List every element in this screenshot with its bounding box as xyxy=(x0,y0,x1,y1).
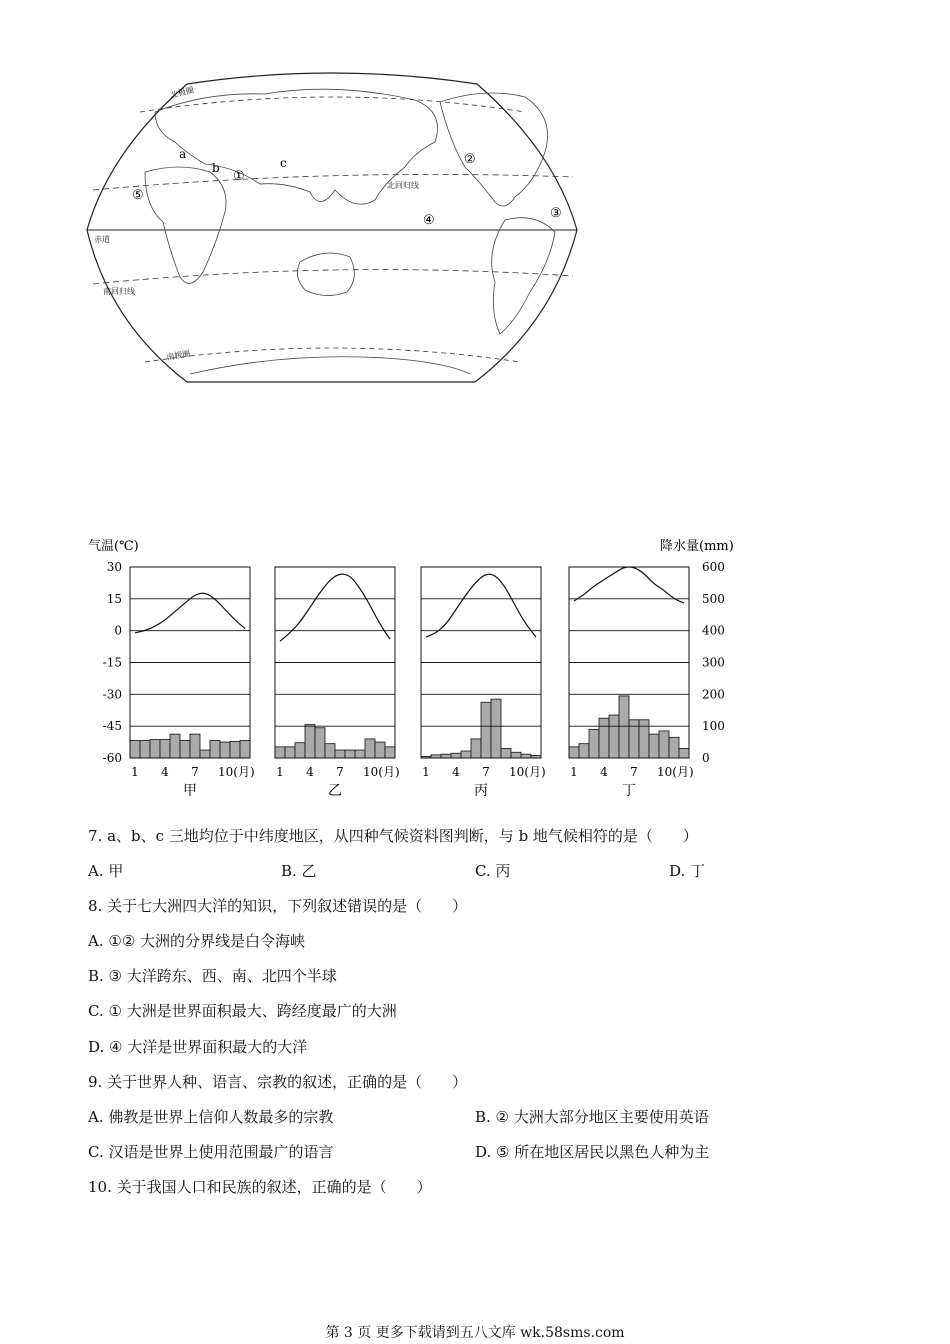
question-7: 7. a、b、c 三地均位于中纬度地区，从四种气候资料图判断，与 b 地气候相符的是（ ） xyxy=(88,827,698,845)
precip-bar xyxy=(491,699,501,758)
map-outline xyxy=(87,73,577,382)
marker-b: b xyxy=(212,161,220,175)
precip-tick-label: 0 xyxy=(702,751,710,765)
panel-name: 丁 xyxy=(622,783,636,799)
equator-label: 赤道 xyxy=(94,235,110,244)
tropic-capricorn-label: 南回归线 xyxy=(103,287,135,296)
precip-bar xyxy=(659,731,669,758)
marker-a: a xyxy=(179,147,187,161)
q7-option-c[interactable]: C. 丙 xyxy=(475,862,511,880)
precip-tick-label: 300 xyxy=(702,655,725,670)
precip-bar xyxy=(275,747,285,758)
precip-bar xyxy=(471,739,481,758)
precip-tick-label: 500 xyxy=(702,591,725,606)
precip-bar xyxy=(521,754,531,758)
precip-bar xyxy=(649,734,659,758)
panel-name: 丙 xyxy=(474,783,488,799)
precip-bar xyxy=(569,747,579,758)
q8-option-b[interactable]: B. ③ 大洋跨东、西、南、北四个半球 xyxy=(88,967,337,985)
temp-tick-label: -15 xyxy=(102,655,122,670)
marker-3: ③ xyxy=(550,206,562,221)
precip-tick-label: 200 xyxy=(702,687,725,702)
precip-bar xyxy=(180,740,190,758)
precip-bar xyxy=(629,720,639,758)
q7-option-a[interactable]: A. 甲 xyxy=(88,862,124,880)
temperature-line xyxy=(574,567,684,603)
q9-option-b[interactable]: B. ② 大洲大部分地区主要使用英语 xyxy=(475,1108,709,1126)
q7-option-b[interactable]: B. 乙 xyxy=(281,862,317,880)
month-tick-label: 10(月) xyxy=(363,765,400,779)
q9-option-c[interactable]: C. 汉语是世界上使用范围最广的语言 xyxy=(88,1143,334,1161)
precip-bar xyxy=(639,720,649,758)
month-tick-label: 1 xyxy=(276,765,284,779)
antarctic-label: 南极圈 xyxy=(165,348,191,362)
tropic-cancer-label: 北回归线 xyxy=(387,181,419,190)
precip-bar xyxy=(451,753,461,758)
precip-axis-label: 降水量(mm) xyxy=(660,539,734,554)
month-tick-label: 1 xyxy=(570,765,578,779)
precip-bar xyxy=(579,744,589,758)
precip-bar xyxy=(335,750,345,758)
climate-chart xyxy=(80,530,760,802)
page-footer: 第 3 页 更多下载请到五八文库 wk.58sms.com xyxy=(325,1325,625,1341)
precip-bar xyxy=(220,742,230,758)
q9-option-d[interactable]: D. ⑤ 所在地区居民以黑色人种为主 xyxy=(475,1143,710,1161)
panel-name: 乙 xyxy=(328,783,342,799)
month-tick-label: 7 xyxy=(336,765,344,779)
q9-option-a[interactable]: A. 佛教是世界上信仰人数最多的宗教 xyxy=(88,1108,334,1126)
precip-tick-label: 400 xyxy=(702,623,725,638)
temperature-line xyxy=(426,574,536,637)
precip-bar xyxy=(190,734,200,758)
temp-tick-label: -60 xyxy=(102,751,122,765)
month-tick-label: 7 xyxy=(191,765,199,779)
precip-bar xyxy=(385,747,395,758)
temp-tick-label: 0 xyxy=(114,623,122,638)
month-tick-label: 10(月) xyxy=(509,765,546,779)
precip-bar xyxy=(669,737,679,758)
month-tick-label: 10(月) xyxy=(657,765,694,779)
precip-bar xyxy=(240,740,250,758)
temp-tick-label: 30 xyxy=(106,560,122,574)
month-tick-label: 1 xyxy=(131,765,139,779)
precip-bar xyxy=(481,702,491,758)
question-9: 9. 关于世界人种、语言、宗教的叙述，正确的是（ ） xyxy=(88,1073,468,1091)
world-map xyxy=(85,72,580,384)
marker-2: ② xyxy=(464,152,476,167)
temperature-line xyxy=(280,574,390,641)
marker-1: ① xyxy=(233,169,245,184)
month-tick-label: 4 xyxy=(161,765,169,779)
temp-tick-label: -45 xyxy=(102,719,122,734)
precip-bar xyxy=(441,754,451,758)
precip-bar xyxy=(150,740,160,758)
q8-option-c[interactable]: C. ① 大洲是世界面积最大、跨经度最广的大洲 xyxy=(88,1002,397,1020)
arctic-label: 北极圈 xyxy=(169,85,195,100)
precip-bar xyxy=(461,751,471,758)
precip-bar xyxy=(325,744,335,758)
precip-bar xyxy=(679,748,689,758)
precip-tick-label: 600 xyxy=(702,560,725,574)
month-tick-label: 4 xyxy=(452,765,460,779)
temp-tick-label: 15 xyxy=(106,591,122,606)
precip-bar xyxy=(511,752,521,758)
precip-bar xyxy=(295,743,305,758)
precip-bar xyxy=(589,729,599,758)
precip-bar xyxy=(375,742,385,758)
precip-bar xyxy=(170,734,180,758)
precip-bar xyxy=(365,739,375,758)
precip-bar xyxy=(285,747,295,758)
month-tick-label: 7 xyxy=(482,765,490,779)
question-8: 8. 关于七大洲四大洋的知识，下列叙述错误的是（ ） xyxy=(88,897,468,915)
month-tick-label: 10(月) xyxy=(218,765,255,779)
temp-tick-label: -30 xyxy=(102,687,122,702)
month-tick-label: 1 xyxy=(422,765,430,779)
precip-bar xyxy=(619,696,629,758)
month-tick-label: 4 xyxy=(306,765,314,779)
precip-bar xyxy=(200,750,210,758)
precip-bar xyxy=(315,728,325,758)
precip-bar xyxy=(230,741,240,758)
precip-tick-label: 100 xyxy=(702,719,725,734)
marker-5: ⑤ xyxy=(132,188,144,203)
precip-bar xyxy=(210,740,220,758)
precip-bar xyxy=(160,740,170,758)
precip-bar xyxy=(355,750,365,758)
marker-4: ④ xyxy=(423,213,435,228)
precip-bar xyxy=(345,750,355,758)
precip-bar xyxy=(305,725,315,758)
precip-bar xyxy=(609,715,619,758)
temp-axis-label: 气温(℃) xyxy=(88,539,139,554)
q7-option-d[interactable]: D. 丁 xyxy=(669,862,706,880)
precip-bar xyxy=(599,718,609,758)
q8-option-a[interactable]: A. ①② 大洲的分界线是白令海峡 xyxy=(88,932,306,950)
month-tick-label: 4 xyxy=(600,765,608,779)
question-10: 10. 关于我国人口和民族的叙述，正确的是（ ） xyxy=(88,1178,432,1196)
precip-bar xyxy=(130,740,140,758)
panel-name: 甲 xyxy=(183,783,197,799)
marker-c: c xyxy=(280,156,287,170)
month-tick-label: 7 xyxy=(630,765,638,779)
q8-option-d[interactable]: D. ④ 大洋是世界面积最大的大洋 xyxy=(88,1038,308,1056)
precip-bar xyxy=(501,748,511,758)
precip-bar xyxy=(140,740,150,758)
